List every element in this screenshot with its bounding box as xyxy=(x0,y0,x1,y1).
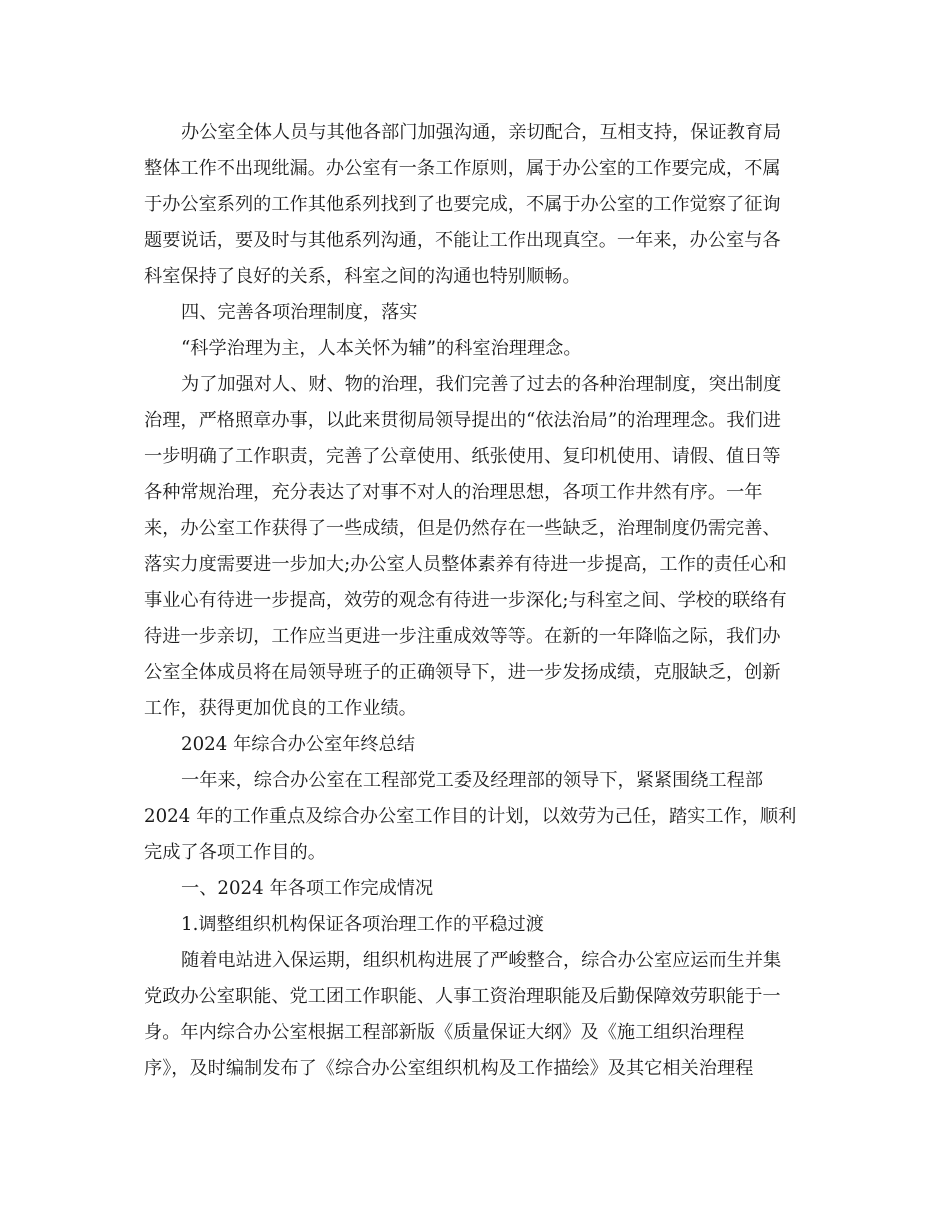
paragraph-line: 待进一步亲切，工作应当更进一步注重成效等等。在新的一年降临之际，我们办 xyxy=(144,626,781,647)
paragraph-line: 一步明确了工作职责，完善了公章使用、纸张使用、复印机使用、请假、值日等 xyxy=(144,446,781,467)
paragraph-line: 各种常规治理，充分表达了对事不对人的治理思想，各项工作井然有序。一年 xyxy=(144,482,763,503)
paragraph-line: “科学治理为主，人本关怀为辅”的科室治理理念。 xyxy=(181,338,582,359)
paragraph-line: 公室全体成员将在局领导班子的正确领导下，进一步发扬成绩，克服缺乏，创新 xyxy=(144,662,781,683)
paragraph-line: 整体工作不出现纰漏。办公室有一条工作原则，属于办公室的工作要完成，不属 xyxy=(144,158,781,179)
paragraph-line: 于办公室系列的工作其他系列找到了也要完成，不属于办公室的工作觉察了征询 xyxy=(144,194,781,215)
paragraph-line: 2024 年的工作重点及综合办公室工作目的计划，以效劳为己任，踏实工作，顺利 xyxy=(144,806,797,827)
paragraph-line: 完成了各项工作目的。 xyxy=(144,842,326,863)
paragraph-line: 办公室全体人员与其他各部门加强沟通，亲切配合，互相支持，保证教育局 xyxy=(181,122,782,143)
paragraph-line: 事业心有待进一步提高，效劳的观念有待进一步深化;与科室之间、学校的联络有 xyxy=(144,590,787,611)
paragraph-line: 党政办公室职能、党工团工作职能、人事工资治理职能及后勤保障效劳职能于一 xyxy=(144,986,781,1007)
subsection-heading: 1.调整组织机构保证各项治理工作的平稳过渡 xyxy=(181,914,544,935)
paragraph-line: 题要说话，要及时与其他系列沟通，不能让工作出现真空。一年来，办公室与各 xyxy=(144,230,781,251)
paragraph-line: 科室保持了良好的关系，科室之间的沟通也特别顺畅。 xyxy=(144,266,581,287)
document-title: 2024 年综合办公室年终总结 xyxy=(181,734,415,755)
paragraph-line: 身。年内综合办公室根据工程部新版《质量保证大纲》及《施工组织治理程 xyxy=(144,1022,745,1043)
section-heading: 四、完善各项治理制度，落实 xyxy=(181,302,418,323)
paragraph-line: 一年来，综合办公室在工程部党工委及经理部的领导下，紧紧围绕工程部 xyxy=(181,770,764,791)
section-heading: 一、2024 年各项工作完成情况 xyxy=(181,878,434,899)
paragraph-line: 序》，及时编制发布了《综合办公室组织机构及工作描绘》及其它相关治理程 xyxy=(144,1058,754,1079)
paragraph-line: 治理，严格照章办事，以此来贯彻局领导提出的“依法治局”的治理理念。我们进 xyxy=(144,410,781,431)
paragraph-line: 落实力度需要进一步加大;办公室人员整体素养有待进一步提高，工作的责任心和 xyxy=(144,554,787,575)
paragraph-line: 来，办公室工作获得了一些成绩，但是仍然存在一些缺乏，治理制度仍需完善、 xyxy=(144,518,781,539)
paragraph-line: 工作，获得更加优良的工作业绩。 xyxy=(144,698,417,719)
paragraph-line: 为了加强对人、财、物的治理，我们完善了过去的各种治理制度，突出制度 xyxy=(181,374,782,395)
paragraph-line: 随着电站进入保运期，组织机构进展了严峻整合，综合办公室应运而生并集 xyxy=(181,950,782,971)
